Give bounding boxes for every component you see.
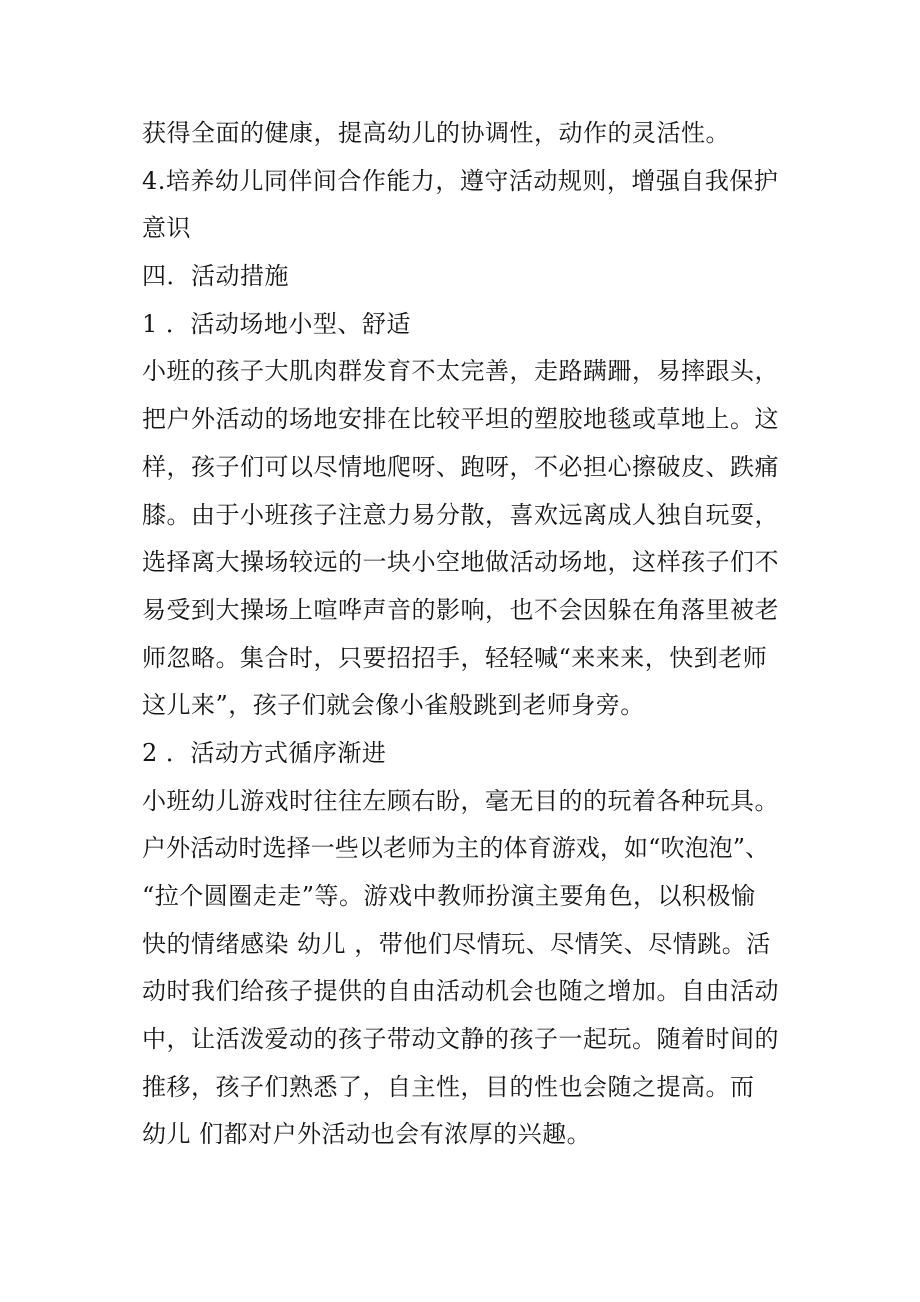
text-line: 获得全面的健康，提高幼儿的协调性，动作的灵活性。: [142, 119, 730, 147]
text-line: 意识: [142, 214, 191, 243]
text-line: 户外活动时选择一些以老师为主的体育游戏，如“吹泡泡”、: [142, 834, 770, 863]
text-line: 动时我们给孩子提供的自由活动机会也随之增加。自由活动: [142, 977, 779, 1006]
subsection-heading: 2 ．活动方式循序渐进: [142, 738, 387, 767]
text-line: 推移，孩子们熟悉了，自主性，目的性也会随之提高。而: [142, 1072, 755, 1101]
text-line: 中，让活泼爱动的孩子带动文静的孩子一起玩。随着时间的: [142, 1025, 779, 1054]
text-line: 快的情绪感染 幼儿 ，带他们尽情玩、尽情笑、尽情跳。活: [142, 929, 771, 958]
text-line: 4.培养幼儿同伴间合作能力，遵守活动规则，增强自我保护: [142, 166, 779, 195]
subsection-heading: 1 ．活动场地小型、舒适: [142, 309, 411, 338]
text-line: 师忽略。集合时，只要招招手，轻轻喊“来来来，快到老师: [142, 643, 768, 672]
text-line: 选择离大操场较远的一块小空地做活动场地，这样孩子们不: [142, 548, 779, 577]
text-line: 小班的孩子大肌肉群发育不太完善，走路蹒跚，易摔跟头，: [142, 357, 779, 386]
document-body: [142, 110, 822, 1159]
text-line: 膝。由于小班孩子注意力易分散，喜欢远离成人独自玩耍，: [142, 500, 779, 529]
text-line: 这儿来”，孩子们就会像小雀般跳到老师身旁。: [142, 691, 645, 720]
text-line: 小班幼儿游戏时往往左顾右盼，毫无目的的玩着各种玩具。: [142, 786, 779, 815]
text-line: 样，孩子们可以尽情地爬呀、跑呀，不必担心擦破皮、跌痛: [142, 452, 779, 481]
text-line: 把户外活动的场地安排在比较平坦的塑胶地毯或草地上。这: [142, 405, 779, 434]
section-heading: 四．活动措施: [142, 262, 289, 291]
text-line: “拉个圆圈走走”等。游戏中教师扮演主要角色，以积极愉: [142, 882, 756, 910]
text-line: 幼儿 们都对户外活动也会有浓厚的兴趣。: [142, 1120, 592, 1149]
text-line: 易受到大操场上喧哗声音的影响，也不会因躲在角落里被老: [142, 595, 779, 624]
